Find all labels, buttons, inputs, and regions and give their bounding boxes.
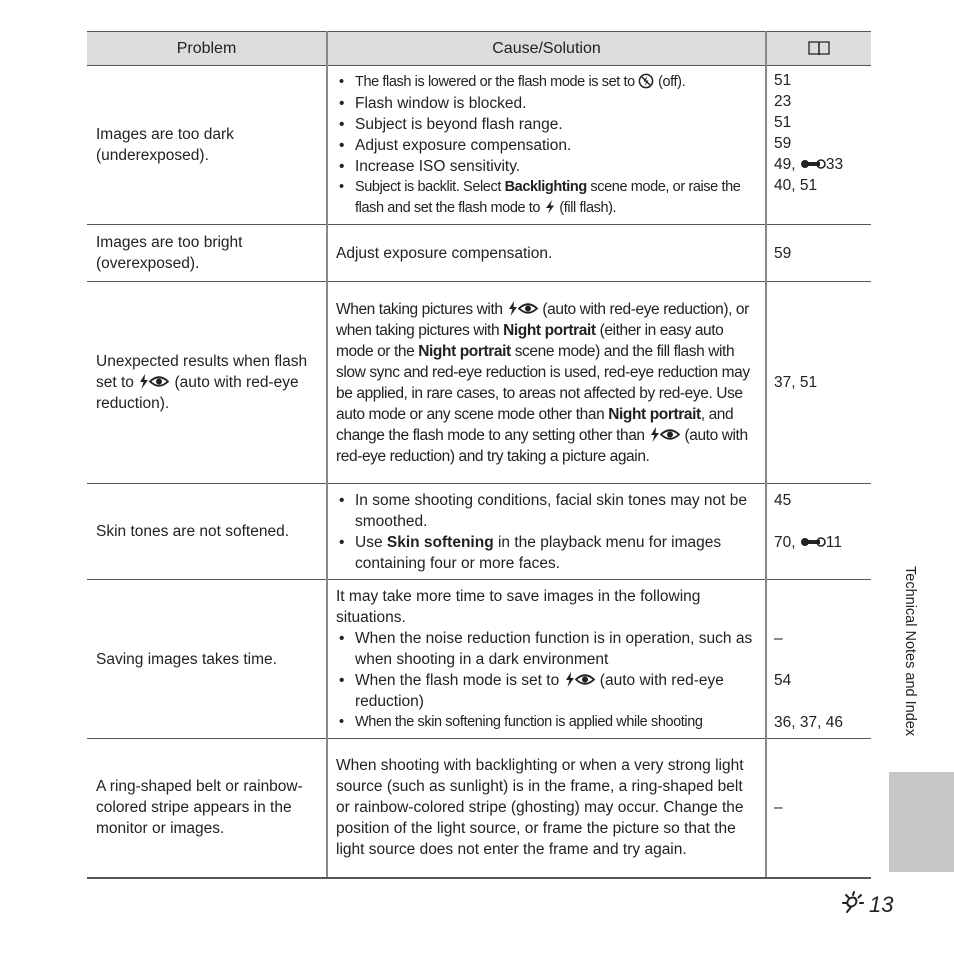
problem-cell: A ring-shaped belt or rainbow-colored stripe appears in the monitor or images. xyxy=(87,739,327,878)
technical-notes-section-icon xyxy=(841,890,869,916)
auto-red-eye-flash-icon xyxy=(564,671,596,688)
list-item: • Subject is beyond flash range. xyxy=(336,114,757,135)
page-ref: 54 xyxy=(774,672,792,689)
list-item: • When the skin softening function is applied while shooting xyxy=(336,712,757,733)
page-ref: 37, 51 xyxy=(766,282,871,484)
table-row xyxy=(87,225,871,282)
table-row xyxy=(87,739,871,878)
page-ref: – xyxy=(774,630,783,647)
reference-section-icon xyxy=(800,535,826,549)
page-ref: 36, 37, 46 xyxy=(774,714,843,731)
table-row xyxy=(87,66,871,225)
solution-cell: When taking pictures with (auto with red-eye reduction), or when taking pictures with Night portrait (either in easy auto mode or the Night portrait scene mode) and the fill flash with slow sync and red-eye reduction is used, red-eye reduction may be applied, in rare cases, to areas not affected by red-eye. Use auto mode or any scene mode other than Night portrait, and change the flash mode to any setting other than (auto with red-eye reduction) and try taking a picture again. xyxy=(327,282,766,484)
reference-cell xyxy=(766,580,871,739)
reference-cell xyxy=(766,484,871,580)
page-ref: – xyxy=(766,739,871,878)
troubleshooting-table xyxy=(87,31,871,879)
page-ref: 70, 11 xyxy=(774,534,842,551)
table-header-row xyxy=(87,32,871,66)
list-item: • Flash window is blocked. xyxy=(336,93,757,114)
solution-cell: Adjust exposure compensation. xyxy=(327,225,766,282)
table-row xyxy=(87,282,871,484)
problem-cell: Saving images takes time. xyxy=(87,580,327,739)
page-ref: 59 xyxy=(774,135,792,152)
list-item: • When the noise reduction function is in operation, such as when shooting in a dark environment xyxy=(336,628,757,670)
column-header-reference xyxy=(766,32,871,66)
reference-section-icon xyxy=(800,157,826,171)
list-item: • The flash is lowered or the flash mode is set to (off). xyxy=(336,72,757,93)
fill-flash-icon xyxy=(544,199,556,215)
page-ref: 51 xyxy=(774,114,792,131)
column-header-problem: Problem xyxy=(87,32,327,66)
book-reference-icon xyxy=(808,40,830,56)
page-ref: 23 xyxy=(774,93,792,110)
problem-cell: Images are too dark (underexposed). xyxy=(87,66,327,225)
problem-cell: Unexpected results when flash set to (auto with red-eye reduction). xyxy=(87,282,327,484)
problem-cell: Skin tones are not softened. xyxy=(87,484,327,580)
page-ref: 40, 51 xyxy=(774,177,818,194)
list-item: • Increase ISO sensitivity. xyxy=(336,156,757,177)
side-tab-label: Technical Notes and Index xyxy=(902,566,918,737)
page-ref: 59 xyxy=(766,225,871,282)
flash-off-icon xyxy=(638,73,654,89)
reference-cell xyxy=(766,66,871,225)
table-row xyxy=(87,484,871,580)
solution-cell xyxy=(327,484,766,580)
solution-intro: It may take more time to save images in the following situations. xyxy=(336,587,701,626)
column-header-cause: Cause/Solution xyxy=(327,32,766,66)
table-row xyxy=(87,580,871,739)
list-item: • Subject is backlit. Select Backlighting scene mode, or raise the flash and set the flash mode to (fill flash). xyxy=(336,177,757,219)
side-tab-label-container xyxy=(888,566,928,786)
auto-red-eye-flash-icon xyxy=(649,426,681,443)
list-item: • Use Skin softening in the playback menu for images containing four or more faces. xyxy=(336,532,757,574)
problem-cell: Images are too bright (overexposed). xyxy=(87,225,327,282)
solution-cell xyxy=(327,66,766,225)
list-item: • In some shooting conditions, facial skin tones may not be smoothed. xyxy=(336,490,757,532)
list-item: • Adjust exposure compensation. xyxy=(336,135,757,156)
solution-cell: When shooting with backlighting or when a very strong light source (such as sunlight) is in the frame, a ring-shaped belt or rainbow-colored stripe (ghosting) may occur. Change the position of the light source, or frame the picture so that the light source does not enter the frame and try again. xyxy=(327,739,766,878)
page-ref: 51 xyxy=(774,72,792,89)
page-ref: 49, 33 xyxy=(774,156,844,173)
side-tab xyxy=(889,772,954,872)
page-number: 13 xyxy=(841,890,893,918)
solution-cell xyxy=(327,580,766,739)
auto-red-eye-flash-icon xyxy=(138,373,170,390)
auto-red-eye-flash-icon xyxy=(507,300,539,317)
page-ref: 45 xyxy=(774,492,792,509)
list-item: • When the flash mode is set to (auto with red-eye reduction) xyxy=(336,670,757,712)
